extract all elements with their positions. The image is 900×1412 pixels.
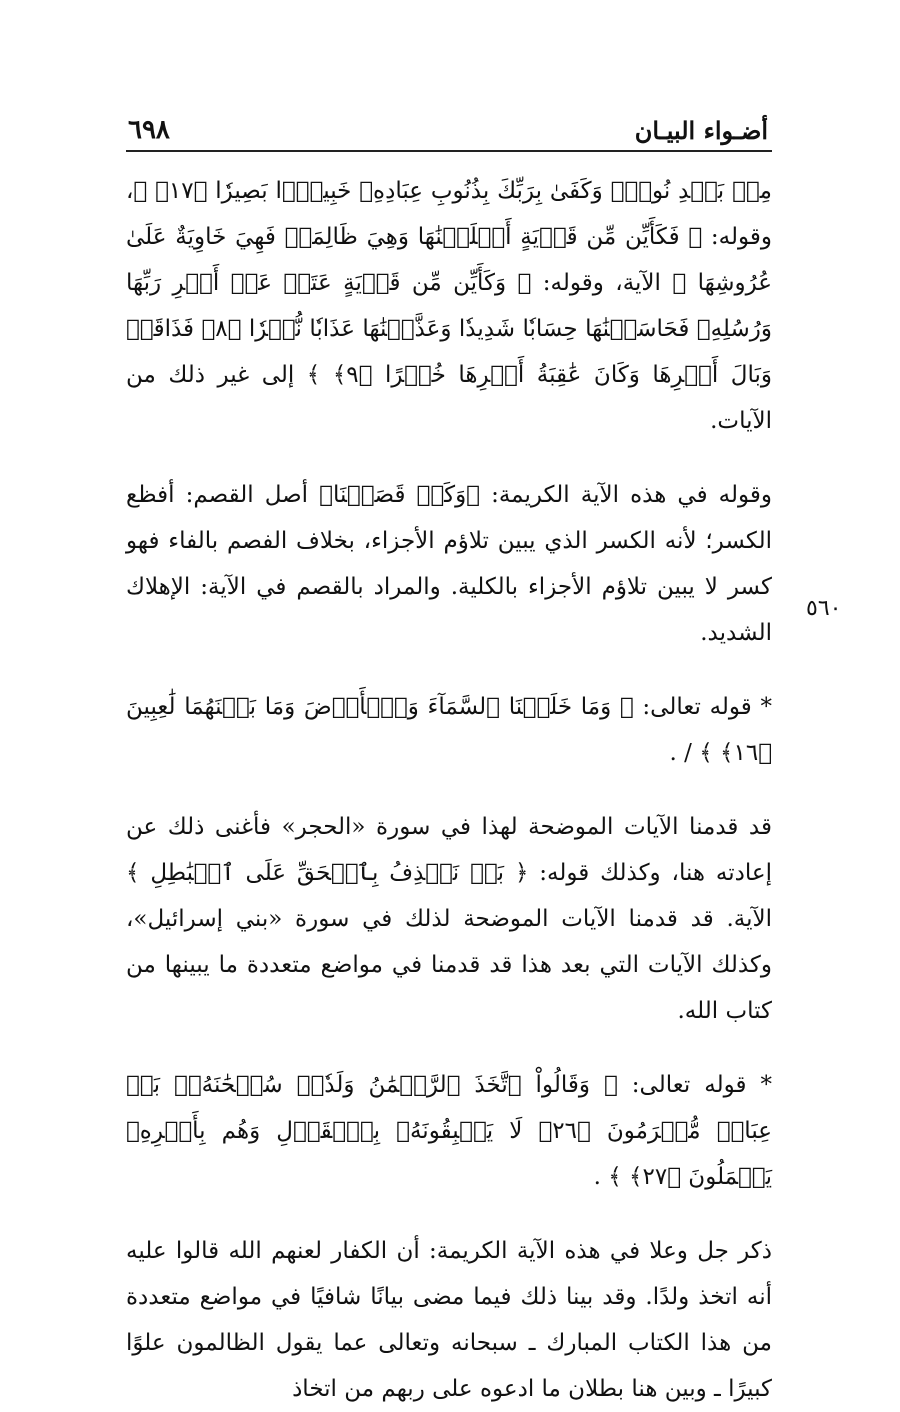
margin-page-reference: ٥٦٠ [806, 596, 842, 621]
paragraph-verse-heading-2: * قوله تعالى: ﴿ وَقَالُواْ ٱتَّخَذَ ٱلرَّحۡمَٰنُ وَلَدٗاۗ سُبۡحَٰنَهُۥۚ بَلۡ عِبَادٞ مُّكۡرَمُونَ ﴿٢٦﴾ لَا يَسۡبِقُونَهُۥ بِٱلۡقَوۡلِ وَهُم بِأَمۡرِهِۦ يَعۡمَلُونَ ﴿٢٧﴾ ﴾ . [126, 1072, 772, 1190]
page-header [128, 112, 768, 148]
paragraph-gap [126, 444, 772, 472]
book-title: أضـواء البيـان [634, 115, 768, 145]
paragraph-commentary-2: ذكر جل وعلا في هذه الآية الكريمة: أن الكفار لعنهم الله قالوا عليه أنه اتخذ ولدًا. وقد بينا ذلك فيما مضى بيانًا شافيًا في مواضع متعددة من هذا الكتاب المبارك ـ سبحانه وتعالى عما يقول الظالمون علوًا كبيرًا ـ وبين هنا بطلان ما ادعوه على ربهم من اتخاذ [126, 1238, 772, 1402]
paragraph-gap [126, 776, 772, 804]
paragraph-gap [126, 1034, 772, 1062]
paragraph-gap [126, 656, 772, 684]
paragraph-verse-heading-1: * قوله تعالى: ﴿ وَمَا خَلَقۡنَا ٱلسَّمَآءَ وَٱلۡأَرۡضَ وَمَا بَيۡنَهُمَا لَٰعِبِينَ ﴿١٦﴾ ﴾ / . [126, 694, 772, 766]
paragraph-quran-continuation: مِنۢ بَعۡدِ نُوحٖۗ وَكَفَىٰ بِرَبِّكَ بِذُنُوبِ عِبَادِهِۦ خَبِيرَۢا بَصِيرٗا ﴿١٧﴾ ﴾، وقوله: ﴿ فَكَأَيِّن مِّن قَرۡيَةٍ أَهۡلَكۡنَٰهَا وَهِيَ ظَالِمَةٞ فَهِيَ خَاوِيَةٌ عَلَىٰ عُرُوشِهَا ﴾ الآية، وقوله: ﴿ وَكَأَيِّن مِّن قَرۡيَةٍ عَتَتۡ عَنۡ أَمۡرِ رَبِّهَا وَرُسُلِهِۦ فَحَاسَبۡنَٰهَا حِسَابٗا شَدِيدٗا وَعَذَّبۡنَٰهَا عَذَابٗا نُّكۡرٗا ﴿٨﴾ فَذَاقَتۡ وَبَالَ أَمۡرِهَا وَكَانَ عَٰقِبَةُ أَمۡرِهَا خُسۡرًا ﴿٩﴾ ﴾ إلى غير ذلك من الآيات. [126, 178, 772, 434]
paragraph-qasm-explanation: وقوله في هذه الآية الكريمة: ﴿وَكَمۡ قَصَمۡنَا﴾ أصل القصم: أفظع الكسر؛ لأنه الكسر الذي يبين تلاؤم الأجزاء، بخلاف الفصم بالفاء فهو كسر لا يبين تلاؤم الأجزاء بالكلية. والمراد بالقصم في الآية: الإهلاك الشديد. [126, 482, 772, 646]
paragraph-commentary-1: قد قدمنا الآيات الموضحة لهذا في سورة «الحجر» فأغنى ذلك عن إعادته هنا، وكذلك قوله: ﴿ بَلۡ نَقۡذِفُ بِٱلۡحَقِّ عَلَى ٱلۡبَٰطِلِ ﴾ الآية. قد قدمنا الآيات الموضحة لذلك في سورة «بني إسرائيل»، وكذلك الآيات التي بعد هذا قد قدمنا في مواضع متعددة ما يبينها من كتاب الله. [126, 814, 772, 1024]
paragraph-gap [126, 1200, 772, 1228]
header-divider [126, 150, 772, 152]
page-number: ٦٩٨ [128, 115, 170, 145]
page-body [126, 168, 772, 1412]
